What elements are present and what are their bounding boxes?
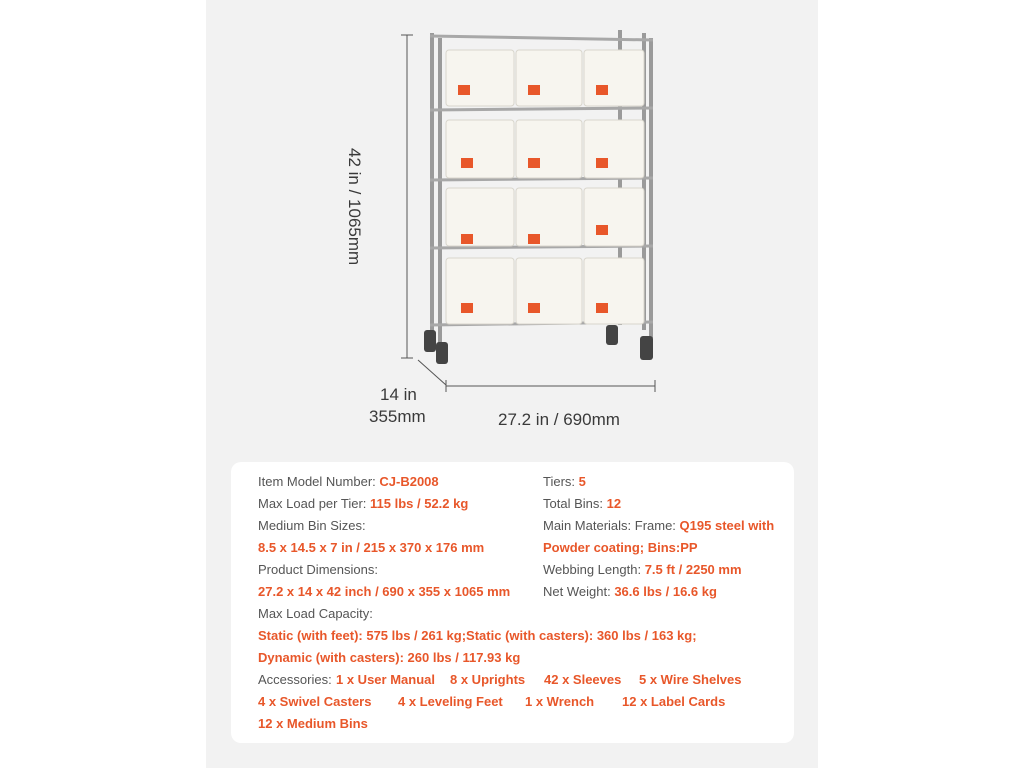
storage-bins <box>446 50 644 324</box>
spec-capacity-line-2: Dynamic (with casters): 260 lbs / 117.93 kg <box>258 650 521 665</box>
accessory-item: 1 x User Manual <box>336 672 435 687</box>
spec-total-bins: Total Bins: 12 <box>543 496 622 511</box>
accessory-item: 4 x Leveling Feet <box>398 694 503 709</box>
spec-product-dim-value: 27.2 x 14 x 42 inch / 690 x 355 x 1065 mm <box>258 584 511 599</box>
accessory-item: 1 x Wrench <box>525 694 595 709</box>
depth-inch-label: 14 in <box>380 385 417 404</box>
spec-model: Item Model Number: CJ-B2008 <box>258 474 439 489</box>
spec-net-weight: Net Weight: 36.6 lbs / 16.6 kg <box>543 584 717 599</box>
spec-bin-sizes-label: Medium Bin Sizes: <box>258 518 366 533</box>
accessory-item: 5 x Wire Shelves <box>639 672 742 687</box>
width-dimension-line <box>446 380 655 392</box>
accessory-item: 8 x Uprights <box>450 672 526 687</box>
spec-webbing: Webbing Length: 7.5 ft / 2250 mm <box>543 562 742 577</box>
width-dimension-label: 27.2 in / 690mm <box>498 410 620 429</box>
casters <box>424 325 653 364</box>
spec-max-load: Max Load per Tier: 115 lbs / 52.2 kg <box>258 496 469 511</box>
spec-tiers: Tiers: 5 <box>543 474 586 489</box>
spec-materials-cont: Powder coating; Bins:PP <box>543 540 698 555</box>
spec-materials: Main Materials: Frame: Q195 steel with <box>543 518 775 533</box>
accessory-item: 12 x Label Cards <box>622 694 726 709</box>
height-dimension-line <box>401 35 413 358</box>
spec-capacity-label: Max Load Capacity: <box>258 606 373 621</box>
spec-bin-sizes-value: 8.5 x 14.5 x 7 in / 215 x 370 x 176 mm <box>258 540 485 555</box>
accessory-item: 12 x Medium Bins <box>258 716 368 731</box>
spec-product-dim-label: Product Dimensions: <box>258 562 378 577</box>
spec-capacity-line-1: Static (with feet): 575 lbs / 261 kg;Static (with casters): 360 lbs / 163 kg; <box>258 628 697 643</box>
accessory-item: 4 x Swivel Casters <box>258 694 372 709</box>
accessory-item: 42 x Sleeves <box>544 672 622 687</box>
depth-mm-label: 355mm <box>369 407 426 426</box>
spec-accessories-label: Accessories: <box>258 672 332 687</box>
